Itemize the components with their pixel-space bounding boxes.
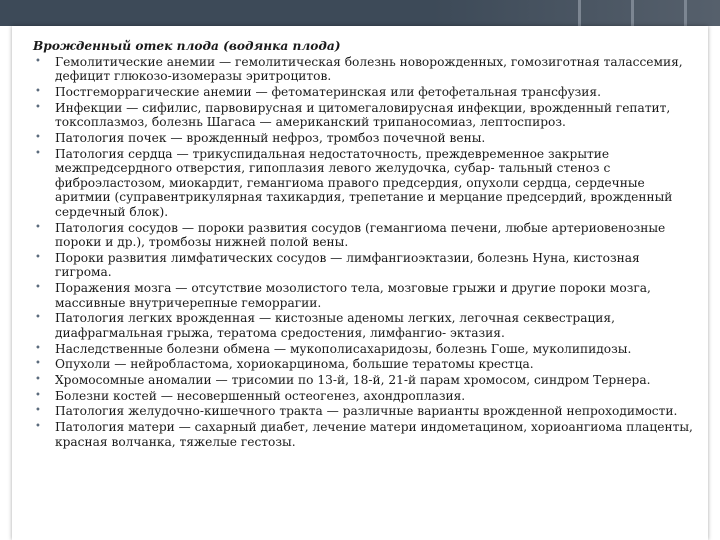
list-item xyxy=(33,342,698,357)
list-item-text: Хромосомные аномалии — трисомии по 13-й, 18-й, 21-й парам хромосом, синдром Тернера. xyxy=(55,373,651,388)
list-item-text: Поражения мозга — отсутствие мозолистого тела, мозговые грыжи и другие пороки мозга, массивные внутричерепные геморрагии. xyxy=(55,281,651,310)
list-item xyxy=(33,389,698,404)
bullet-icon: • xyxy=(35,421,41,433)
list-item xyxy=(33,420,698,449)
slide-title: Врожденный отек плода (водянка плода) xyxy=(33,39,341,53)
bullet-icon: • xyxy=(35,221,41,233)
bullet-icon: • xyxy=(35,374,41,386)
list-item-text: Патология сердца — трикуспидальная недостаточность, преждевременное закрытие межпредсердного отверстия, гипоплазия левого желудочка, субар- тальный стеноз с фиброэластозом, миокардит, гемангиома правого предсердия, опухоли сердца, сердечные аритмии (суправентрикулярная тахикардия, трепетание и мерцание предсердий, врожденный сердечный блок). xyxy=(55,146,673,219)
list-item xyxy=(33,373,698,388)
top-banner-divider xyxy=(684,0,687,26)
list-item-text: Инфекции — сифилис, парвовирусная и цитомегаловирусная инфекции, врожденный гепатит, токсоплазмоз, болезнь Шагаса — американский трипаносомиаз, лептоспироз. xyxy=(55,100,671,130)
list-item xyxy=(33,85,698,100)
list-item-text: Патология желудочно-кишечного тракта — различные варианты врожденной непроходимости. xyxy=(55,404,678,419)
list-item-text: Патология легких врожденная — кистозные аденомы легких, легочная секвестрация, диафрагмальная грыжа, тератома средостения, лимфангио- эктазия. xyxy=(55,311,615,341)
bullet-icon: • xyxy=(35,342,41,354)
list-item-text: Патология матери — сахарный диабет, лечение матери индометацином, хориоангиома плаценты, красная волчанка, тяжелые гестозы. xyxy=(55,420,693,449)
slide-page xyxy=(12,26,708,540)
top-banner-gradient xyxy=(0,0,720,26)
list-item xyxy=(33,55,698,84)
list-item-text: Патология сосудов — пороки развития сосудов (гемангиома печени, любые артериовенозные пороки и др.), тромбозы нижней полой вены. xyxy=(55,220,666,250)
bullet-icon: • xyxy=(35,282,41,294)
bullet-icon: • xyxy=(35,147,41,159)
list-item-text: Постгеморрагические анемии — фетоматеринская или фетофетальная трансфузия. xyxy=(55,84,601,99)
bullet-list xyxy=(33,55,698,450)
list-item xyxy=(33,101,698,130)
list-item xyxy=(33,147,698,220)
bullet-icon: • xyxy=(35,405,41,417)
bullet-icon: • xyxy=(35,312,41,324)
bullet-icon: • xyxy=(35,131,41,143)
list-item xyxy=(33,251,698,280)
list-item xyxy=(33,404,698,419)
list-item-text: Опухоли — нейробластома, хориокарцинома, большие тератомы крестца. xyxy=(55,357,534,372)
list-item-text: Пороки развития лимфатических сосудов — лимфангиоэктазии, болезнь Нуна, кистозная гигрома. xyxy=(55,250,640,280)
bullet-icon: • xyxy=(35,85,41,97)
list-item xyxy=(33,357,698,372)
top-banner-divider xyxy=(631,0,634,26)
bullet-icon: • xyxy=(35,389,41,401)
list-item xyxy=(33,281,698,310)
list-item-text: Патология почек — врожденный нефроз, тромбоз почечной вены. xyxy=(55,130,486,145)
list-item xyxy=(33,311,698,340)
list-item xyxy=(33,221,698,250)
bullet-icon: • xyxy=(35,251,41,263)
list-item-text: Гемолитические анемии — гемолитическая болезнь новорожденных, гомозиготная талассемия, дефицит глюкозо-изомеразы эритроцитов. xyxy=(55,54,683,84)
slide-content xyxy=(33,39,698,450)
top-banner-divider xyxy=(578,0,581,26)
list-item-text: Наследственные болезни обмена — мукополисахаридозы, болезнь Гоше, муколипидозы. xyxy=(55,341,632,356)
top-banner xyxy=(0,0,720,26)
list-item-text: Болезни костей — несовершенный остеогенез, ахондроплазия. xyxy=(55,388,466,403)
bullet-icon: • xyxy=(35,101,41,113)
list-item xyxy=(33,131,698,146)
bullet-icon: • xyxy=(35,358,41,370)
bullet-icon: • xyxy=(35,55,41,67)
